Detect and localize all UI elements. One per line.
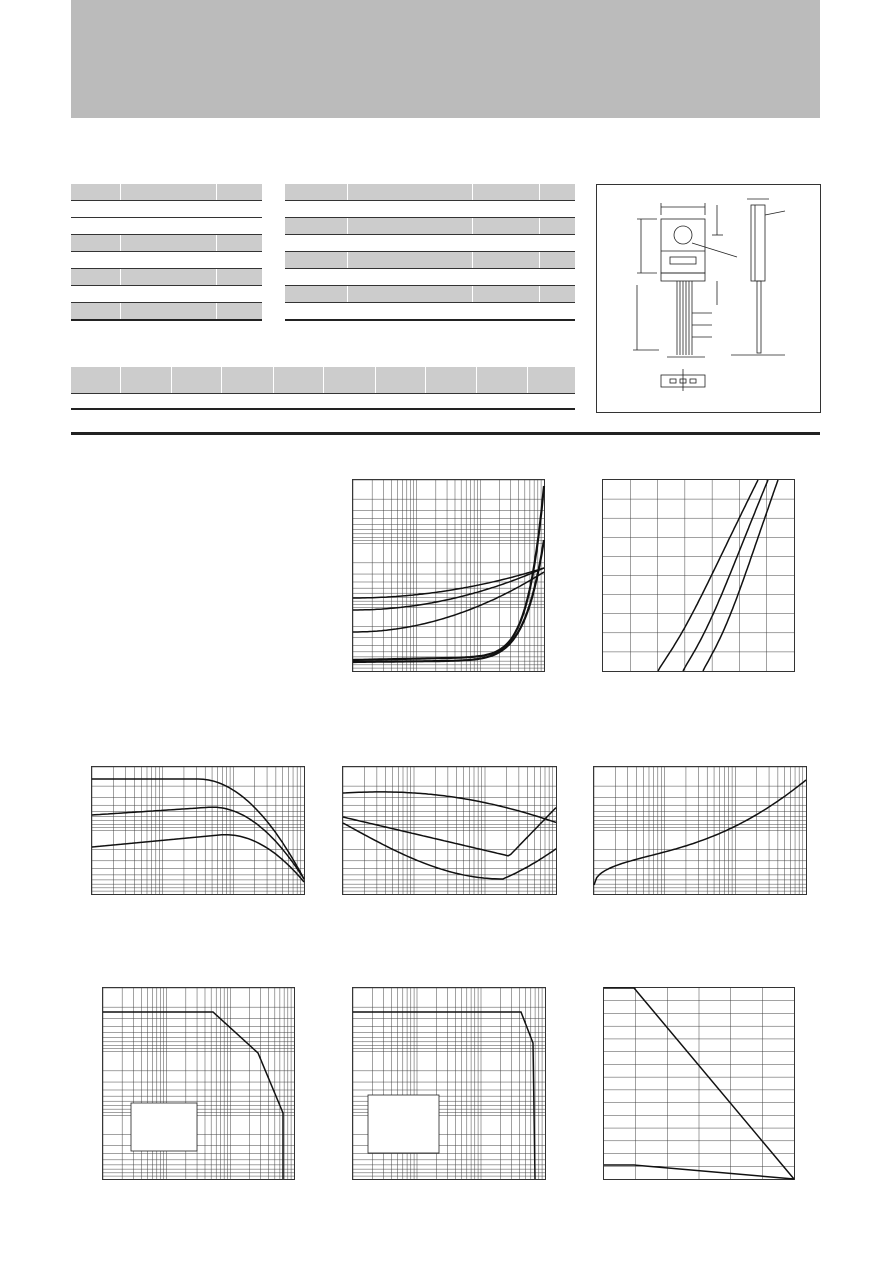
table-cell <box>120 269 216 286</box>
graph-4 <box>342 766 557 895</box>
section-divider <box>71 432 820 435</box>
table-cell <box>472 235 540 252</box>
tbl-right-row <box>285 235 575 252</box>
tbl-left-row <box>71 218 262 235</box>
table-cell <box>477 367 527 394</box>
table-cell <box>71 269 120 286</box>
table-cell <box>540 269 575 286</box>
table-cell <box>71 367 121 394</box>
table-cell <box>274 367 324 394</box>
table-cell <box>285 235 347 252</box>
graph-6-curve <box>103 1012 283 1179</box>
table-cell <box>472 218 540 235</box>
table-cell <box>347 218 472 235</box>
graph-2-plot <box>603 480 794 671</box>
table-cell <box>375 394 425 410</box>
tbl-left-row <box>71 269 262 286</box>
table-cell <box>120 235 216 252</box>
tbl-left-row <box>71 252 262 269</box>
table-cell <box>540 303 575 321</box>
graph-3-curve <box>92 807 304 879</box>
tbl-right-row <box>285 252 575 269</box>
table-cell <box>347 286 472 303</box>
ratings-table-left <box>71 184 262 321</box>
table-cell <box>285 218 347 235</box>
table-cell <box>472 269 540 286</box>
table-cell <box>71 286 120 303</box>
table-cell <box>217 303 262 321</box>
table-cell <box>121 367 171 394</box>
tbl-bottom-row <box>71 394 575 410</box>
table-cell <box>285 286 347 303</box>
graph-5-curve <box>594 780 806 885</box>
graph-5-plot <box>594 767 806 894</box>
graph-1 <box>352 479 545 672</box>
table-cell <box>217 235 262 252</box>
table-cell <box>472 303 540 321</box>
graph-6-legend-box <box>131 1103 197 1151</box>
graph-6-plot <box>103 988 294 1179</box>
table-cell <box>472 252 540 269</box>
table-cell <box>217 269 262 286</box>
table-cell <box>71 303 120 321</box>
table-cell <box>477 394 527 410</box>
table-cell <box>221 394 273 410</box>
ratings-table-right <box>285 184 575 321</box>
tbl-left-row <box>71 201 262 218</box>
characteristics-table <box>71 367 575 410</box>
table-cell <box>324 367 375 394</box>
table-cell <box>120 303 216 321</box>
table-cell <box>540 218 575 235</box>
table-cell <box>375 367 425 394</box>
table-cell <box>120 252 216 269</box>
tbl-left-row <box>71 235 262 252</box>
graph-1-plot <box>353 480 544 671</box>
table-cell <box>71 184 120 201</box>
table-cell <box>121 394 171 410</box>
table-cell <box>347 303 472 321</box>
table-cell <box>171 367 221 394</box>
table-cell <box>426 394 477 410</box>
table-cell <box>71 394 121 410</box>
table-cell <box>217 184 262 201</box>
graph-8-plot <box>604 988 794 1179</box>
tbl-left-row <box>71 184 262 201</box>
table-cell <box>285 269 347 286</box>
table-cell <box>540 235 575 252</box>
tbl-right-row <box>285 201 575 218</box>
table-cell <box>217 252 262 269</box>
table-cell <box>540 184 575 201</box>
table-cell <box>285 303 347 321</box>
table-cell <box>217 286 262 303</box>
table-cell <box>527 394 575 410</box>
graph-6 <box>102 987 295 1180</box>
graph-1-curve <box>353 486 544 660</box>
tbl-right-row <box>285 269 575 286</box>
graph-8 <box>603 987 795 1180</box>
graph-5 <box>593 766 807 895</box>
table-cell <box>285 252 347 269</box>
table-cell <box>285 201 347 218</box>
graph-4-curve <box>343 808 556 856</box>
tbl-left-row <box>71 286 262 303</box>
graph-3-curve <box>92 779 304 879</box>
graph-3-plot <box>92 767 304 894</box>
graph-7-plot <box>353 988 545 1179</box>
graph-3 <box>91 766 305 895</box>
table-cell <box>472 201 540 218</box>
table-cell <box>347 184 472 201</box>
table-cell <box>71 235 120 252</box>
table-cell <box>347 235 472 252</box>
table-cell <box>120 201 216 218</box>
tbl-right-row <box>285 184 575 201</box>
tbl-right-row <box>285 286 575 303</box>
table-cell <box>347 269 472 286</box>
graph-7 <box>352 987 546 1180</box>
table-cell <box>540 201 575 218</box>
table-cell <box>426 367 477 394</box>
table-cell <box>120 286 216 303</box>
table-cell <box>274 394 324 410</box>
table-cell <box>71 252 120 269</box>
graph-1-curve <box>353 572 544 632</box>
table-cell <box>540 252 575 269</box>
graph-2 <box>602 479 795 672</box>
table-cell <box>217 201 262 218</box>
table-cell <box>472 286 540 303</box>
graph-4-curve <box>343 792 556 823</box>
table-cell <box>285 184 347 201</box>
table-cell <box>472 184 540 201</box>
table-cell <box>217 218 262 235</box>
package-outline-frame <box>596 184 821 413</box>
table-cell <box>221 367 273 394</box>
tbl-left-row <box>71 303 262 321</box>
graph-4-curve <box>343 823 556 879</box>
graph-7-legend-box <box>368 1095 439 1153</box>
table-cell <box>347 252 472 269</box>
table-cell <box>527 367 575 394</box>
table-cell <box>120 184 216 201</box>
table-cell <box>540 286 575 303</box>
table-cell <box>324 394 375 410</box>
table-cell <box>71 201 120 218</box>
graph-4-plot <box>343 767 556 894</box>
tbl-bottom-row <box>71 367 575 394</box>
header-band <box>71 0 820 118</box>
table-cell <box>347 201 472 218</box>
table-cell <box>71 218 120 235</box>
tbl-right-row <box>285 218 575 235</box>
table-cell <box>120 218 216 235</box>
package-outline-drawing <box>597 185 820 412</box>
graph-1-curve <box>353 568 544 598</box>
table-cell <box>171 394 221 410</box>
tbl-right-row <box>285 303 575 321</box>
